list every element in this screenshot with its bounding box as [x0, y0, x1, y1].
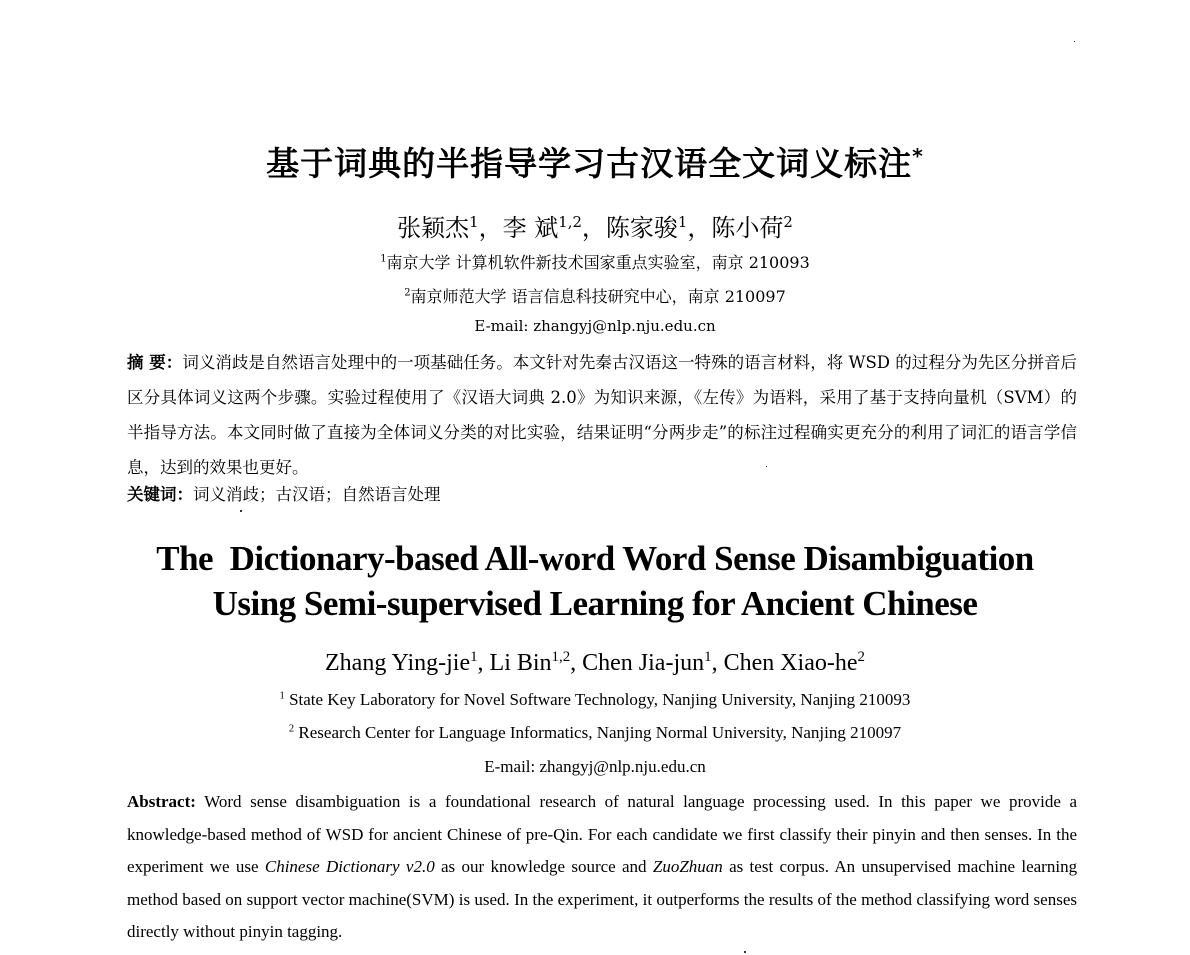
chinese-keywords [127, 481, 441, 505]
chinese-title-text: 基于词典的半指导学习古汉语全文词义标注 [266, 144, 913, 183]
chinese-abstract-text: 词义消歧是自然语言处理中的一项基础任务。本文针对先秦古汉语这一特殊的语言材料，将 WSD 的过程分为先区分拼音后区分具体词义这两个步骤。实验过程使用了《汉语大词典 2.0》为知识来源，《左传》为语料，采用了基于支持向量机（SVM）的半指导方法。本文同时做了直接为全体词义分类的对比实验，结果证明“分两步走”的标注过程确实更充分的利用了词汇的语言学信息，达到的效果也更好。 [127, 353, 1078, 477]
english-title-line-2: Using Semi-supervised Learning for Ancient Chinese [212, 584, 978, 623]
author-separator: , [711, 650, 724, 676]
chinese-title [0, 138, 1190, 185]
scan-speck [1074, 41, 1075, 42]
english-abstract-text: Word sense disambiguation is a foundational research of natural language processing used. In this paper we provide a knowledge-based method of WSD for ancient Chinese of pre-Qin. For each candidate we first classify their pinyin and then senses. In the experiment we use [127, 792, 1077, 876]
author-name: Li Bin [489, 650, 552, 676]
english-abstract-italic: Chinese Dictionary v2.0 [264, 857, 435, 876]
english-abstract [127, 786, 1077, 949]
author-affiliation-mark: 1 [470, 649, 478, 665]
chinese-email: E-mail: zhangyj@nlp.nju.edu.cn [474, 317, 716, 335]
author-affiliation-mark: 1 [677, 213, 688, 231]
author-separator: ， [581, 214, 606, 242]
chinese-affiliation-1 [0, 250, 1190, 273]
affiliation-text: State Key Laboratory for Novel Software Technology, Nanjing University, Nanjing 210093 [289, 690, 911, 709]
english-title-line-1: The Dictionary-based All-word Word Sense Disambiguation [156, 539, 1034, 578]
author-name: Chen Jia-jun [582, 650, 705, 676]
english-email: E-mail: zhangyj@nlp.nju.edu.cn [484, 757, 706, 776]
author-separator: , [477, 650, 490, 676]
english-abstract-text: as our knowledge source and [441, 857, 647, 876]
author-name: Chen Xiao-he [723, 650, 858, 676]
author-separator: , [570, 650, 583, 676]
english-abstract-italic: ZuoZhuan [652, 857, 723, 876]
author-separator: ， [687, 214, 712, 242]
chinese-abstract-label: 摘 要： [127, 353, 183, 372]
english-authors [0, 650, 1190, 677]
chinese-keywords-label: 关键词： [127, 485, 193, 504]
affiliation-text: 南京大学 计算机软件新技术国家重点实验室，南京 210093 [386, 253, 810, 272]
title-footnote-mark: * [912, 144, 924, 168]
chinese-affiliation-2 [0, 284, 1190, 307]
affiliation-text: Research Center for Language Informatics, Nanjing Normal University, Nanjing 210097 [298, 723, 902, 742]
english-title [0, 536, 1190, 626]
scan-speck [766, 466, 767, 467]
author-name: 陈小荷 [711, 214, 784, 242]
author-separator: ， [478, 214, 503, 242]
author-affiliation-mark: 2 [857, 649, 865, 665]
author-affiliation-mark: 1,2 [551, 649, 571, 665]
affiliation-text: 南京师范大学 语言信息科技研究中心，南京 210097 [410, 287, 786, 306]
author-name: 张颖杰 [397, 214, 470, 242]
chinese-abstract [127, 345, 1077, 485]
affiliation-mark: 2 [288, 723, 295, 735]
affiliation-mark: 1 [380, 253, 387, 265]
author-affiliation-mark: 1 [469, 213, 479, 231]
english-affiliation-1 [0, 690, 1190, 710]
author-affiliation-mark: 2 [783, 213, 793, 231]
chinese-authors [0, 208, 1190, 243]
english-affiliation-2 [0, 723, 1190, 743]
affiliation-mark: 1 [279, 690, 285, 702]
chinese-keywords-text: 词义消歧；古汉语；自然语言处理 [193, 485, 441, 504]
author-affiliation-mark: 1,2 [558, 213, 582, 231]
author-name: 李 斌 [502, 214, 559, 242]
affiliation-mark: 2 [404, 287, 411, 299]
english-abstract-text: as test corpus. An unsupervised machine learning method based on support vector machine(SVM) is used. In the experiment, it outperforms the results of the method classifying word senses directly without pinyin tagging. [127, 857, 1078, 941]
author-affiliation-mark: 1 [704, 649, 712, 665]
author-name: 陈家骏 [605, 214, 678, 242]
author-name: Zhang Ying-jie [325, 650, 471, 676]
scan-speck [240, 510, 242, 512]
english-abstract-label: Abstract: [127, 792, 196, 811]
scan-speck [744, 951, 746, 953]
